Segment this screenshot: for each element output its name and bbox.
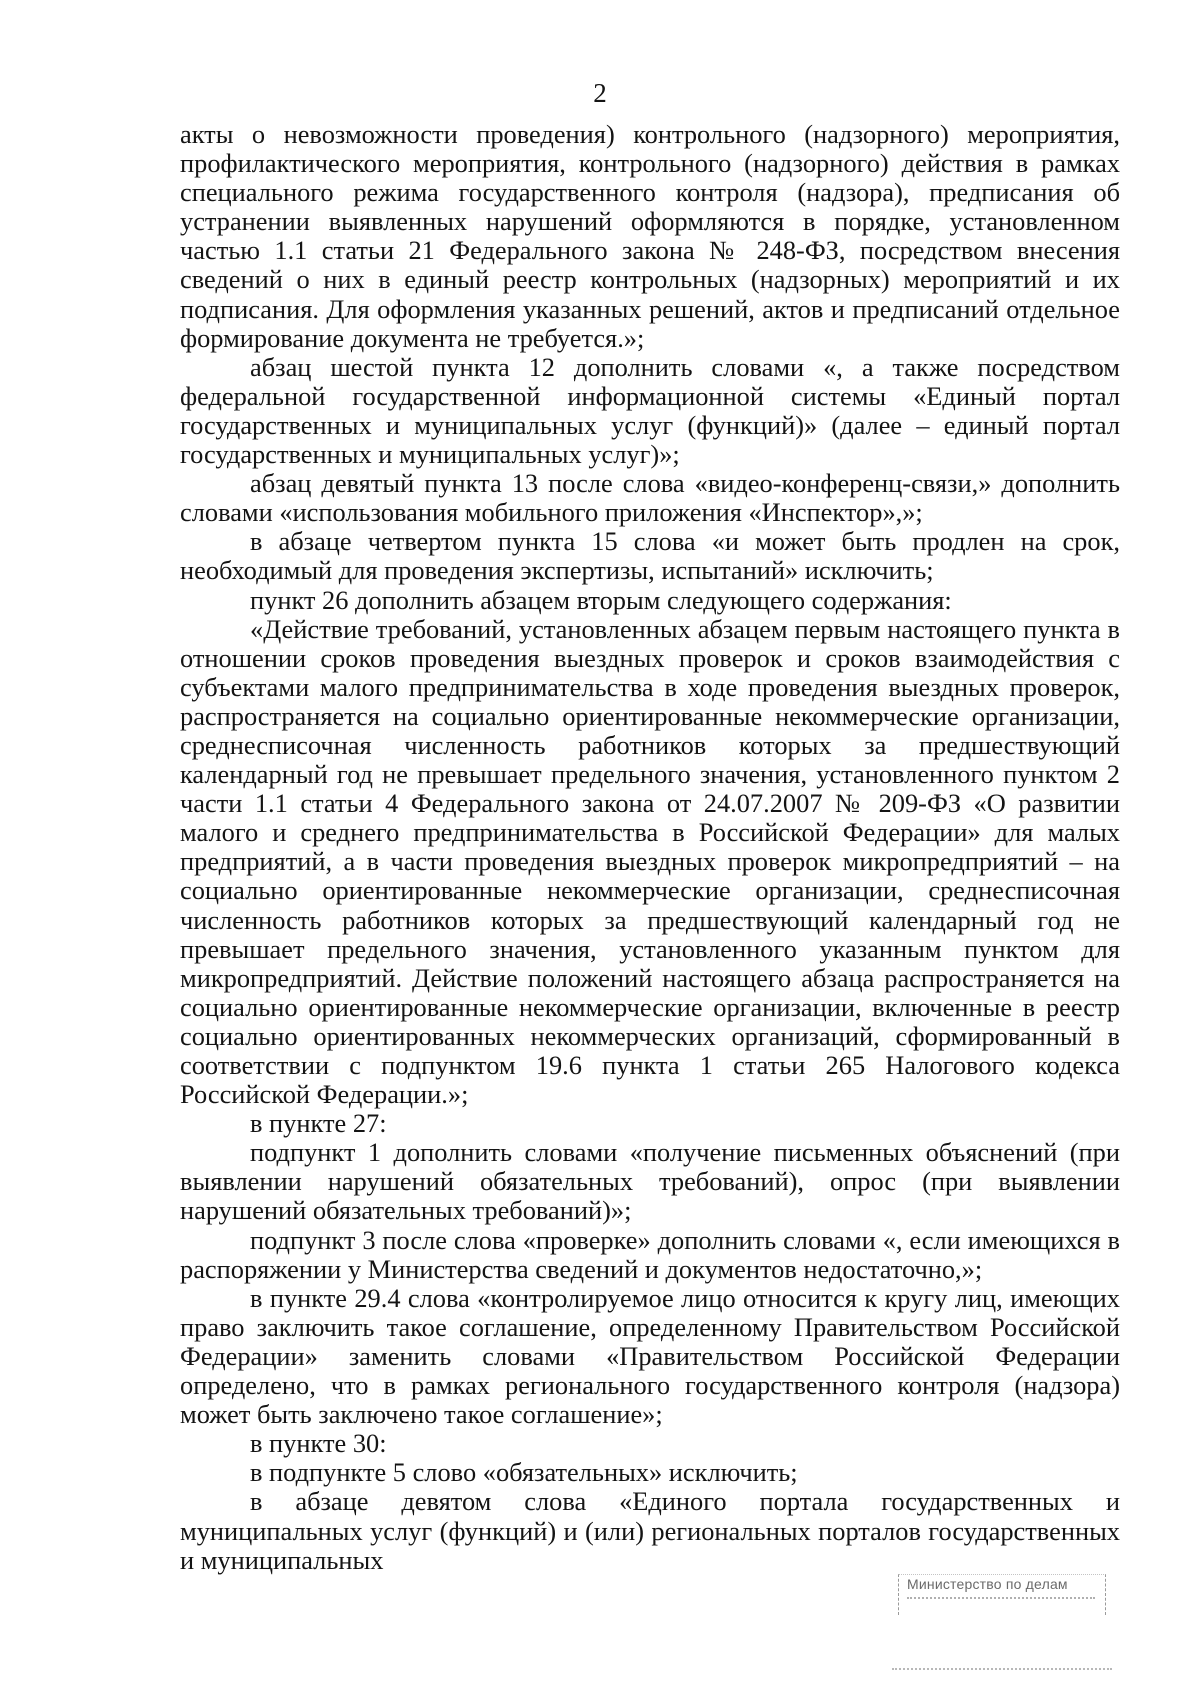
stamp-text: Министерство по делам (907, 1576, 1068, 1592)
paragraph-8: подпункт 1 дополнить словами «получение письменных объяснений (при выявлении нарушений обязательных требований), опрос (при выявлении нарушений обязательных требований)»; (180, 1137, 1120, 1226)
paragraph-11: в пункте 30: (250, 1428, 387, 1459)
paragraph-12: в подпункте 5 слово «обязательных» исключить; (250, 1457, 798, 1488)
paragraph-5: пункт 26 дополнить абзацем вторым следующего содержания: (250, 584, 952, 615)
stamp-faded-line (907, 1597, 1095, 1603)
paragraph-3: абзац девятый пункта 13 после слова «видео-конференц-связи,» дополнить словами «использования мобильного приложения «Инспектор»,»; (180, 468, 1120, 528)
stamp-bottom-line (892, 1668, 1112, 1670)
paragraph-1: акты о невозможности проведения) контрольного (надзорного) мероприятия, профилактического мероприятия, контрольного (надзорного) действия в рамках специального режима государственного контроля (надзора), предписания об устранении выявленных нарушений оформляются в порядке, установленном частью 1.1 статьи 21 Федерального закона № 248-ФЗ, посредством внесения сведений о них в единый реестр контрольных (надзорных) мероприятий и их подписания. Для оформления указанных решений, актов и предписаний отдельное формирование документа не требуется.»; (180, 119, 1120, 353)
registration-stamp (898, 1574, 1106, 1615)
paragraph-2: абзац шестой пункта 12 дополнить словами «, а также посредством федеральной государственной информационной системы «Единый портал государственных и муниципальных услуг (функций)» (далее – единый портал государственных и муниципальных услуг)»; (180, 351, 1120, 470)
paragraph-9: подпункт 3 после слова «проверке» дополнить словами «, если имеющихся в распоряжении у Министерства сведений и документов недостаточно,»; (180, 1224, 1120, 1284)
document-body (180, 120, 1120, 1575)
paragraph-10: в пункте 29.4 слова «контролируемое лицо относится к кругу лиц, имеющих право заключить такое соглашение, определенному Правительством Российской Федерации» заменить словами «Правительством Российской Федерации определено, что в рамках регионального государственного контроля (надзора) может быть заключено такое соглашение»; (180, 1282, 1120, 1430)
paragraph-7: в пункте 27: (250, 1108, 387, 1139)
paragraph-6: «Действие требований, установленных абзацем первым настоящего пункта в отношении сроков проведения выездных проверок и сроков взаимодействия с субъектами малого предпринимательства в ходе проведения выездных проверок, распространяется на социально ориентированные некоммерческие организации, среднесписочная численность работников которых за предшествующий календарный год не превышает предельного значения, установленного пунктом 2 части 1.1 статьи 4 Федерального закона от 24.07.2007 № 209-ФЗ «О развитии малого и среднего предпринимательства в Российской Федерации» для малых предприятий, а в части проведения выездных проверок микропредприятий – на социально ориентированные некоммерческие организации, среднесписочная численность работников которых за предшествующий календарный год не превышает предельного значения, установленного указанным пунктом для микропредприятий. Действие положений настоящего абзаца распространяется на социально ориентированные некоммерческие организации, включенные в реестр социально ориентированных некоммерческих организаций, сформированный в соответствии с подпунктом 19.6 пункта 1 статьи 265 Налогового кодекса Российской Федерации.»; (180, 613, 1120, 1110)
page-number: 2 (593, 78, 607, 108)
paragraph-4: в абзаце четвертом пункта 15 слова «и может быть продлен на срок, необходимый для проведения экспертизы, испытаний» исключить; (180, 526, 1120, 586)
paragraph-13: в абзаце девятом слова «Единого портала государственных и муниципальных услуг (функций) и (или) региональных порталов государственных и муниципальных (180, 1486, 1120, 1575)
